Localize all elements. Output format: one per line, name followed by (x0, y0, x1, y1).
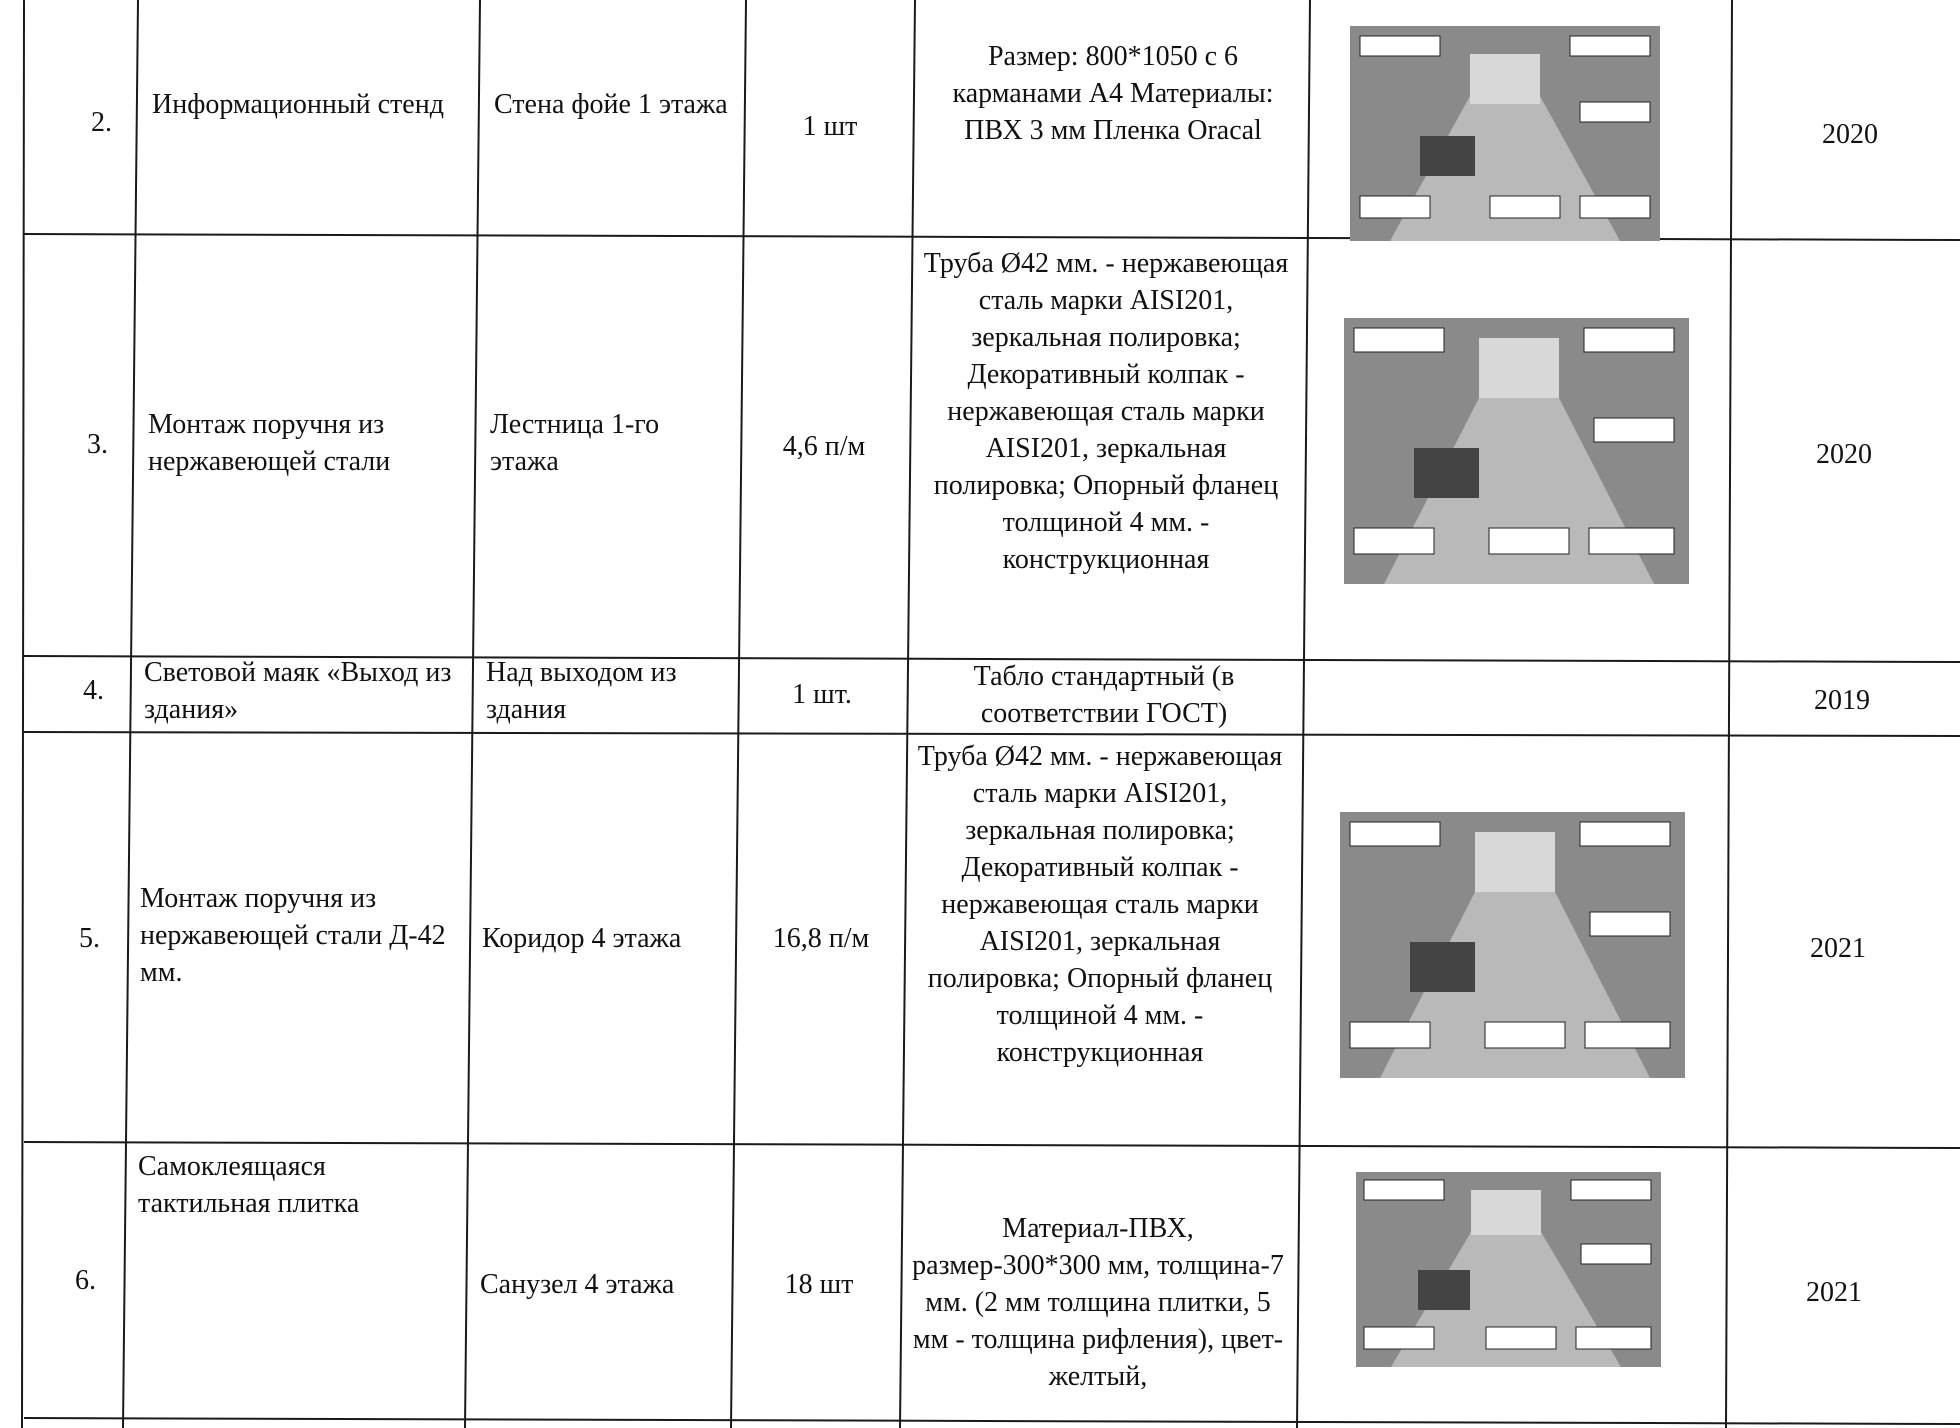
item-spec: Труба Ø42 мм. - нержавеющая сталь марки AISI201, зеркальная полировка; Декоративный колпак - нержавеющая сталь марки AISI201, зеркальная полировка; Опорный фланец толщиной 4 мм. - конструкционная (917, 741, 1283, 1068)
row-number: 6. (75, 1265, 96, 1296)
row-number: 3. (87, 429, 108, 460)
floor-plan-photo-icon (1340, 812, 1685, 1078)
row-number: 2. (91, 107, 112, 138)
item-year: 2020 (1822, 119, 1878, 150)
item-spec: Труба Ø42 мм. - нержавеющая сталь марки AISI201, зеркальная полировка; Декоративный колпак - нержавеющая сталь марки AISI201, зеркальная полировка; Опорный фланец толщиной 4 мм. - конструкционная (923, 248, 1289, 575)
item-name: Монтаж поручня из нержавеющей стали Д-42 мм. (140, 883, 446, 988)
item-location: Санузел 4 этажа (480, 1269, 675, 1300)
item-name: Информационный стенд (152, 89, 444, 120)
item-location: Коридор 4 этажа (482, 923, 682, 954)
item-quantity: 16,8 п/м (772, 923, 870, 954)
item-name: Монтаж поручня из нержавеющей стали (148, 409, 391, 477)
item-name: Световой маяк «Выход из здания» (144, 657, 452, 725)
item-location: Над выходом из здания (486, 657, 677, 725)
item-quantity: 4,6 п/м (782, 431, 866, 462)
item-quantity: 1 шт (802, 111, 858, 142)
item-spec: Табло стандартный (в соответствии ГОСТ) (973, 661, 1235, 729)
item-year: 2019 (1814, 685, 1870, 716)
floor-plan-photo-icon (1356, 1172, 1661, 1367)
floor-plan-photo-icon (1350, 26, 1660, 241)
item-spec: Размер: 800*1050 с 6 карманами А4 Материалы: ПВХ 3 мм Пленка Oracal (952, 41, 1274, 146)
item-location: Лестница 1-го этажа (490, 409, 660, 477)
floor-plan-photo-icon (1344, 318, 1689, 584)
row-number: 5. (79, 923, 100, 954)
item-year: 2021 (1806, 1277, 1862, 1308)
item-quantity: 18 шт (784, 1269, 854, 1300)
item-spec: Материал-ПВХ, размер-300*300 мм, толщина-7 мм. (2 мм толщина плитки, 5 мм - толщина рифления), цвет-желтый, (912, 1213, 1284, 1392)
item-year: 2020 (1816, 439, 1872, 470)
row-number: 4. (83, 675, 104, 706)
item-location: Стена фойе 1 этажа (494, 89, 728, 120)
item-quantity: 1 шт. (792, 679, 852, 710)
item-year: 2021 (1810, 933, 1866, 964)
item-name: Самоклеящаяся тактильная плитка (138, 1151, 360, 1219)
